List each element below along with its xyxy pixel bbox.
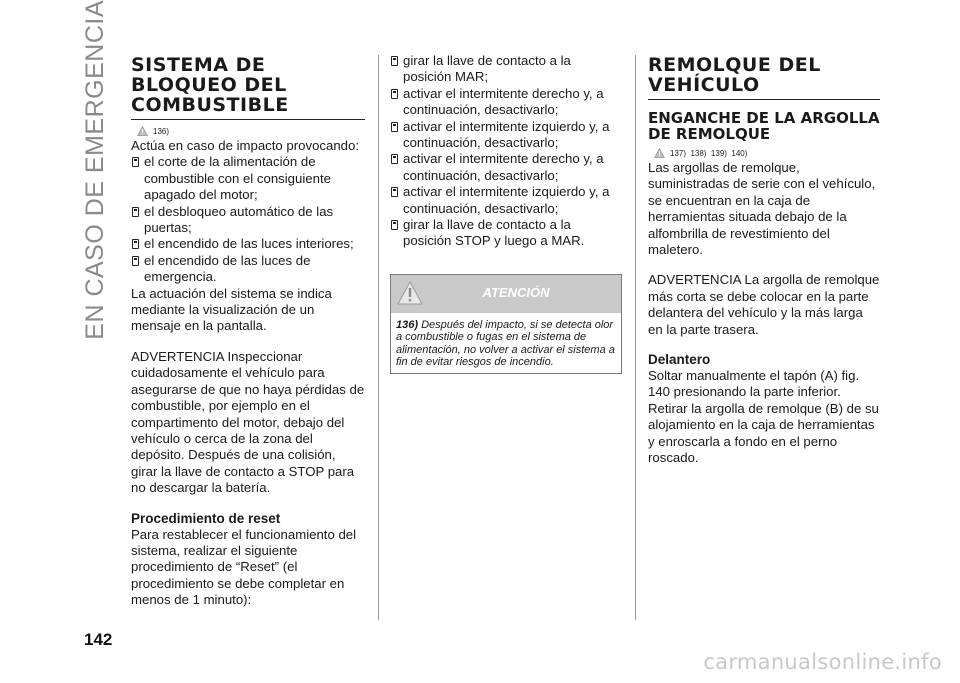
list-item [131,204,365,237]
attention-box [390,274,622,374]
bullet-icon [391,220,398,230]
bullet-icon [391,154,398,164]
list-item-text: el corte de la alimentación de combustible con el consiguiente apagado del motor; [144,154,331,203]
paragraph: Para restablecer el funcionamiento del sistema, realizar el siguiente procedimiento de “Reset” (el procedimiento se debe completar en menos de 1 minuto): [131,526,357,608]
bullet-icon [391,122,398,132]
column-divider [635,55,636,620]
attention-body [391,313,621,373]
column-divider [378,55,379,620]
bullet-icon [132,207,139,217]
list-item-text: el encendido de las luces interiores; [144,236,354,252]
intro-text: Actúa en caso de impacto provocando: [131,138,359,153]
refs-text: 136) [153,126,170,136]
list-item-text: el desbloqueo automático de las puertas; [144,203,334,236]
refs-text: 137) 138) 139) 140) [670,148,748,158]
list-item-text: girar la llave de contacto a la posición MAR; [403,53,571,85]
column-fuel-block [131,55,365,609]
attention-ref: 136) [396,318,419,331]
heading-vehicle-towing: REMOLQUE DEL VEHÍCULO [648,55,880,100]
attention-title: ATENCIÓN [482,284,550,300]
heading-fuel-block-system: SISTEMA DE BLOQUEO DEL COMBUSTIBLE [131,55,365,120]
list-item [131,253,365,286]
list-item-text: activar el intermitente derecho y, a continuación, desactivarlo; [403,85,604,118]
warning-paragraph: ADVERTENCIA Inspeccionar cuidadosamente el vehículo para asegurarse de que no haya pérdidas de combustible, por ejemplo en el compartimento del motor, debajo del vehículo o cerca de la zona del depósito. Después de una colisión, girar la llave de contacto a STOP para no descargar la batería. [131,348,365,496]
list-item [390,184,622,217]
bullet-icon [391,89,398,99]
bullet-icon [132,239,139,249]
bullet-icon [391,56,398,66]
list-item-text: el encendido de las luces de emergencia. [144,252,311,285]
warning-triangle-icon [654,148,665,158]
warning-paragraph: ADVERTENCIA La argolla de remolque más corta se debe colocar en la parte delantera del vehículo y la más larga en la parte trasera. [648,272,880,337]
attention-header [391,275,621,313]
list-item-text: girar la llave de contacto a la posición STOP y luego a MAR. [403,217,585,249]
paragraph: Las argollas de remolque, suministradas de serie con el vehículo, se encuentran en la caja de herramientas situada debajo de la alfombrilla de revestimiento del maletero. [648,160,876,258]
list-item [131,154,365,203]
list-item-text: activar el intermitente izquierdo y, a continuación, desactivarlo; [403,118,610,151]
subheading-front: Delantero [648,352,711,368]
warning-refs [654,148,880,158]
bullet-icon [391,187,398,197]
side-title-text: EN CASO DE EMERGENCIA [80,0,109,340]
column-towing [648,55,880,467]
attention-text: Después del impacto, si se detecta olor a combustible o fugas en el sistema de alimentación, no volver a activar el sistema a fin de evitar riesgos de incendio. [396,318,615,369]
list-item [390,151,622,184]
paragraph: Soltar manualmente el tapón (A) fig. 140 presionando la parte inferior. Retirar la argolla de remolque (B) de su alojamiento en la caja de herramientas y enroscarla a fondo en el perno roscado. [648,368,879,466]
heading-tow-ring: ENGANCHE DE LA ARGOLLA DE REMOLQUE [648,109,880,143]
paragraph: La actuación del sistema se indica mediante la visualización de un mensaje en la pantalla. [131,285,332,334]
warning-refs [137,126,365,136]
warning-triangle-icon [137,126,148,136]
subheading-reset-procedure: Procedimiento de reset [131,510,281,526]
page-number: 142 [84,630,113,649]
bullet-icon [132,256,139,266]
list-item-text: activar el intermitente izquierdo y, a continuación, desactivarlo; [403,184,610,216]
bullet-icon [132,157,139,167]
watermark: carmanualsonline.info [703,650,942,674]
list-item-text: activar el intermitente derecho y, a continuación, desactivarlo; [403,151,604,183]
list-item [390,119,622,152]
section-side-title [80,0,110,340]
list-item [390,217,622,250]
list-item [390,86,622,119]
list-item [131,236,365,252]
list-item [390,53,622,86]
column-reset-steps [390,53,622,374]
